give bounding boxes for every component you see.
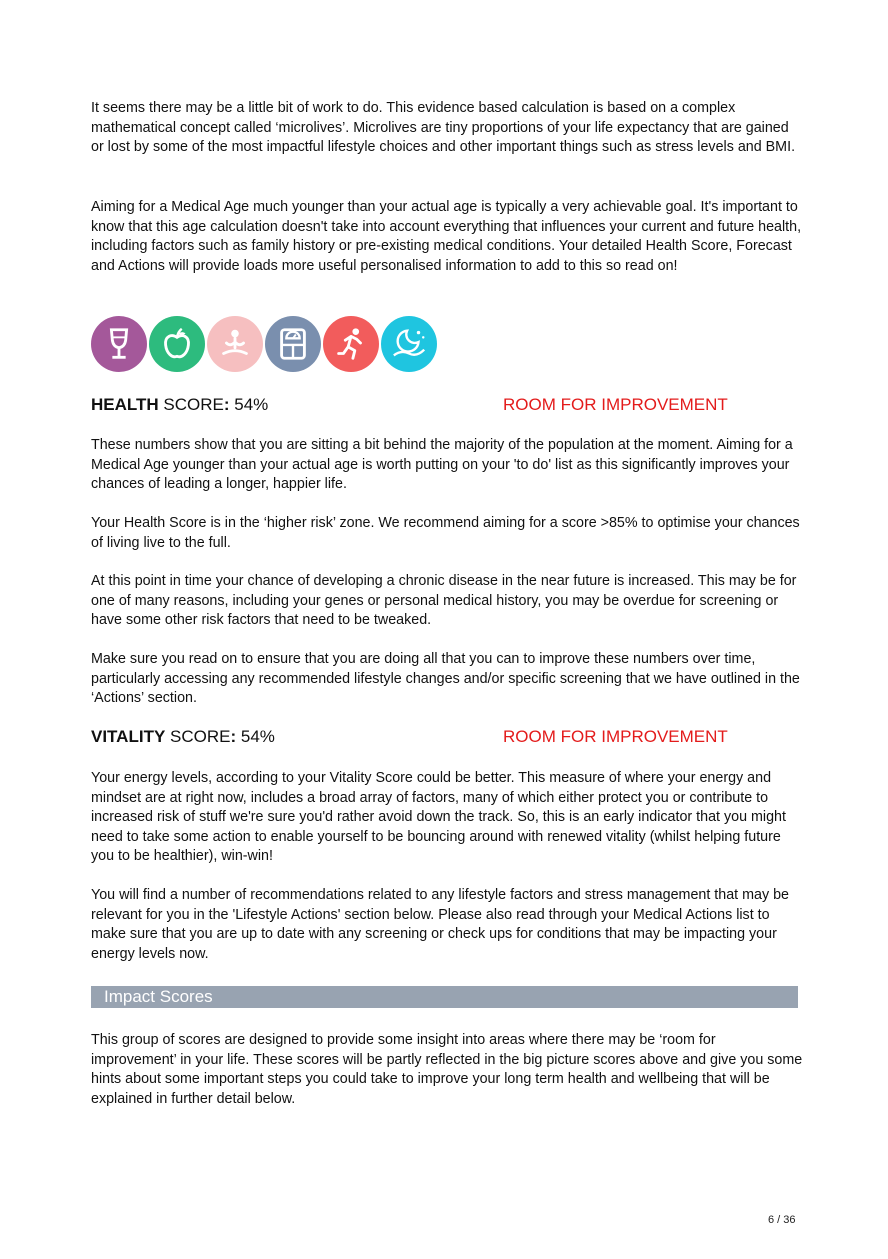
health-score-row <box>91 393 803 417</box>
health-score-label: HEALTH SCORE: 54% <box>91 395 269 414</box>
running-icon <box>323 316 379 372</box>
vitality-paragraph-1: Your energy levels, according to your Vitality Score could be better. This measure of where your energy and mindset are at right now, includes a broad array of factors, many of which either protect you or contribute to increased risk of stuff we're sure you'd rather avoid down the track. So, this is an early indicator that you might need to take some action to enable yourself to be bouncing around with renewed vitality (whilst helping future you to be healthier), win-win! <box>91 770 786 865</box>
microlives-paragraph: It seems there may be a little bit of work to do. This evidence based calculation is based on a complex mathematical concept called ‘microlives’. Microlives are tiny proportions of your life expectancy that are gained or lost by some of the most impactful lifestyle choices and other important things such as stress levels and BMI. <box>91 100 796 156</box>
health-paragraph-2: Your Health Score is in the ‘higher risk’ zone. We recommend aiming for a score >85% to optimise your chances of living live to the full. <box>91 515 800 551</box>
sleep-moon-icon <box>381 316 437 372</box>
health-paragraph-3: At this point in time your chance of developing a chronic disease in the near future is increased. This may be for one of many reasons, including your genes or personal medical history, you may be overdue for screening or have some other risk factors that need to be tweaked. <box>91 573 797 629</box>
medical-age-paragraph: Aiming for a Medical Age much younger than your actual age is typically a very achievable goal. It's important to know that this age calculation doesn't take into account everything that influences your current and future health, including factors such as family history or pre-existing medical conditions. Your detailed Health Score, Forecast and Actions will provide loads more useful personalised information to add to this so read on! <box>91 199 802 274</box>
scale-icon <box>265 316 321 372</box>
wine-glass-icon <box>91 316 147 372</box>
vitality-paragraph-2: You will find a number of recommendations related to any lifestyle factors and stress management that may be relevant for you in the 'Lifestyle Actions' section below. Please also read through your Medical Actions list to make sure that you are up to date with any screening or check ups for conditions that may be impacting your energy levels now. <box>91 887 789 962</box>
health-paragraph-4: Make sure you read on to ensure that you are doing all that you can to improve these numbers over time, particularly accessing any recommended lifestyle changes and/or specific screening that we have outlined in the ‘Actions’ section. <box>91 651 800 707</box>
lifestyle-icons-row <box>91 316 437 372</box>
impact-scores-paragraph: This group of scores are designed to provide some insight into areas where there may be ‘room for improvement’ in your life. These scores will be partly reflected in the big picture scores above and give you some hints about some important steps you could take to improve your long term health and wellbeing that will be explained in further detail below. <box>91 1032 803 1107</box>
health-paragraph-1: These numbers show that you are sitting a bit behind the majority of the population at the moment. Aiming for a Medical Age younger than your actual age is worth putting on your 'to do' list as this significantly improves your chances of leading a longer, happier life. <box>91 437 793 493</box>
vitality-score-label: VITALITY SCORE: 54% <box>91 727 275 746</box>
section-title: Impact Scores <box>104 987 213 1006</box>
meditation-icon <box>207 316 263 372</box>
vitality-score-value: 54% <box>236 727 275 746</box>
apple-icon <box>149 316 205 372</box>
vitality-score-status: ROOM FOR IMPROVEMENT <box>503 727 728 746</box>
health-score-value: 54% <box>229 395 269 414</box>
page-number: 6 / 36 <box>768 1214 796 1226</box>
health-score-status: ROOM FOR IMPROVEMENT <box>503 395 728 414</box>
vitality-score-row <box>91 725 803 749</box>
impact-scores-section-header <box>91 986 798 1008</box>
